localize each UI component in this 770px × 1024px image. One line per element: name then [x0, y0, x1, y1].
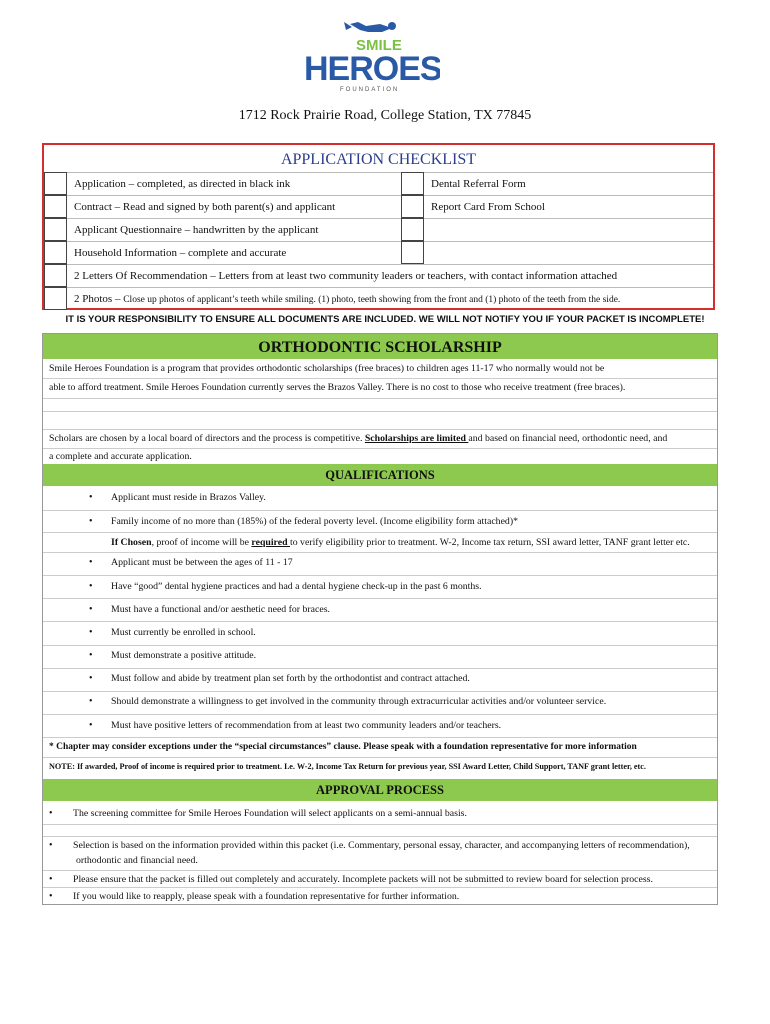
qualification-item: Must demonstrate a positive attitude. [111, 650, 257, 661]
checklist-row [44, 264, 713, 288]
checklist-item-label: Household Information – complete and accurate [74, 247, 287, 259]
income-note: NOTE: If awarded, Proof of income is required prior to treatment. I.e. W-2, Income Tax Return for previous year, SSI Award Letter, Child Support, TANF grant letter, etc. [49, 762, 646, 771]
scholarship-paragraph: able to afford treatment. Smile Heroes Foundation currently serves the Brazos Valley. There is no cost to those who receive treatment (free braces). [49, 382, 626, 393]
svg-text:SMILE: SMILE [356, 37, 402, 54]
checkbox-household[interactable] [44, 241, 67, 264]
photos-text: Close up photos of applicant’s teeth while smiling. (1) photo, teeth showing from the front and (1) photo of the teeth from the side. [123, 295, 621, 305]
checkbox-report-card[interactable] [401, 195, 424, 218]
chapter-note: * Chapter may consider exceptions under the “special circumstances” clause. Please speak with a foundation representative for more information [49, 742, 637, 752]
svg-text:FOUNDATION: FOUNDATION [340, 87, 400, 93]
checkbox-dental-referral[interactable] [401, 172, 424, 195]
qualification-item: Must have positive letters of recommendation from at least two community leaders and/or teachers. [111, 720, 502, 731]
checklist-item-label: Application – completed, as directed in black ink [74, 178, 291, 190]
checklist-row [44, 218, 713, 242]
checklist-row [44, 287, 713, 311]
qualification-item: Must have a functional and/or aesthetic need for braces. [111, 604, 330, 615]
checklist-item-label: Applicant Questionnaire – handwritten by the applicant [74, 224, 319, 236]
qualification-item: Have “good” dental hygiene practices and had a dental hygiene check-up in the past 6 months. [111, 581, 482, 592]
checkbox-letters[interactable] [44, 264, 67, 287]
warning-text: IT IS YOUR RESPONSIBILITY TO ENSURE ALL DOCUMENTS ARE INCLUDED. WE WILL NOT NOTIFY YOU IF YOUR PACKET IS INCOMPLETE! [65, 314, 705, 325]
checkbox-questionnaire[interactable] [44, 218, 67, 241]
qualification-item: Must follow and abide by treatment plan set forth by the orthodontist and contract attached. [111, 673, 470, 684]
approval-item: Selection is based on the information provided within this packet (i.e. Commentary, personal essay, character, and accompanying letters of recommendation), [73, 840, 690, 851]
approval-item: The screening committee for Smile Heroes Foundation will select applicants on a semi-annual basis. [73, 808, 467, 819]
qualification-item: Should demonstrate a willingness to get involved in the community through extracurricular activities and/or volunteer service. [111, 696, 607, 707]
checklist-item-label: Contract – Read and signed by both parent(s) and applicant [74, 201, 336, 213]
qualification-item: Applicant must be between the ages of 11 - 17 [111, 557, 293, 568]
checkbox-contract[interactable] [44, 195, 67, 218]
scholarship-section: ORTHODONTIC SCHOLARSHIP Smile Heroes Foundation is a program that provides orthodontic scholarships (free braces) to children ages 11-17 who normally would not be able to afford treatment. Smile Heroes Foundation currently serves the Brazos Valley. There is no cost to those who receive treatment (free braces). Scholars are chosen by a local board of directors and the process is competitive. Scholarships are limited and based on financial need, orthodontic need, and a complete and accurate application. QUALIFICATIONS • Applicant must reside in Brazos Valley. • Family income of no more than (185%) of the federal poverty level. (Income eligibility form attached)* If Chosen, proof of income will be required to verify eligibility prior to treatment. W-2, Income tax return, SSI award letter, TANF grant letter etc. • Applicant must be between the ages of 11 - 17 • Have “good” dental hygiene practices and had a dental hygiene check-up in the past 6 months. • Must have a functional and/or aesthetic need for braces. • Must currently be enrolled in school. • Must demonstrate a positive attitude. • Must follow and abide by treatment plan set forth by the orthodontist and contract attached. • Should demonstrate a willingness to get involved in the community through extracurricular activities and/or volunteer service. • Must have positive letters of recommendation from at least two community leaders and/or teachers. * Chapter may consider exceptions under the “special circumstances” clause. Please speak with a foundation representative for more information NOTE: If awarded, Proof of income is required prior to treatment. I.e. W-2, Income Tax Return for previous year, SSI Award Letter, Child Support, TANF grant letter, etc. APPROVAL PROCESS • The screening committee for Smile Heroes Foundation will select applicants on a semi-annual basis. • Selection is based on the information provided within this packet (i.e. Commentary, personal essay, character, and accompanying letters of recommendation), orthodontic and financial need. • Please ensure that the packet is filled out completely and accurately. Incomplete packets will not be submitted to review board for selection process. • If you would like to reapply, please speak with a foundation representative for further information. [42, 333, 718, 905]
approval-title: APPROVAL PROCESS [43, 779, 717, 801]
qualification-item: Must currently be enrolled in school. [111, 627, 256, 638]
scholarship-paragraph: Scholars are chosen by a local board of directors and the process is competitive. Scholarships are limited and based on financial need, orthodontic need, and [49, 433, 668, 444]
scholarship-title: ORTHODONTIC SCHOLARSHIP [43, 334, 717, 359]
application-checklist [42, 143, 715, 310]
checkbox-application[interactable] [44, 172, 67, 195]
qualification-item: Applicant must reside in Brazos Valley. [111, 492, 266, 503]
checklist-row [44, 195, 713, 219]
smile-heroes-logo [300, 18, 440, 94]
qualifications-title: QUALIFICATIONS [43, 464, 717, 486]
checklist-row [44, 172, 713, 196]
checklist-item-label: 2 Letters Of Recommendation – Letters from at least two community leaders or teachers, with contact information attached [74, 270, 618, 282]
checklist-item-label: Dental Referral Form [431, 178, 526, 190]
svg-text:HEROES: HEROES [304, 50, 440, 88]
checkbox-blank-1[interactable] [401, 218, 424, 241]
checkbox-photos[interactable] [44, 287, 67, 310]
checkbox-blank-2[interactable] [401, 241, 424, 264]
approval-item: If you would like to reapply, please speak with a foundation representative for further information. [73, 891, 460, 902]
checklist-row [44, 241, 713, 265]
address: 1712 Rock Prairie Road, College Station, TX 77845 [238, 108, 532, 123]
checklist-title: APPLICATION CHECKLIST [280, 151, 477, 168]
photos-label: 2 Photos – [74, 293, 124, 305]
if-chosen-text: If Chosen, proof of income will be required to verify eligibility prior to treatment. W-2, Income tax return, SSI award letter, TANF grant letter etc. [111, 537, 690, 548]
approval-item-continued: orthodontic and financial need. [76, 855, 198, 866]
scholarship-paragraph: a complete and accurate application. [49, 451, 192, 462]
scholarship-paragraph: Smile Heroes Foundation is a program that provides orthodontic scholarships (free braces) to children ages 11-17 who normally would not be [49, 363, 605, 374]
approval-item: Please ensure that the packet is filled out completely and accurately. Incomplete packets will not be submitted to review board for selection process. [73, 874, 653, 885]
checklist-item-label: Report Card From School [431, 201, 545, 213]
qualification-item: Family income of no more than (185%) of the federal poverty level. (Income eligibility form attached)* [111, 516, 518, 527]
